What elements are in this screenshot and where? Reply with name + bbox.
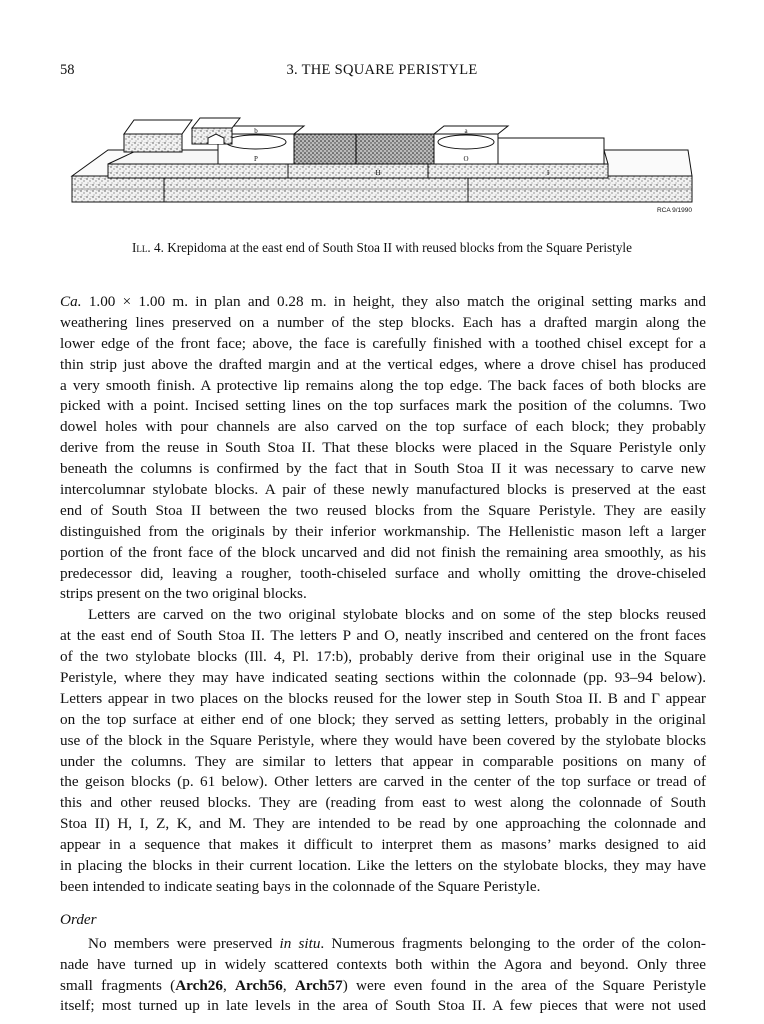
paragraph-line: of the two stylobate blocks (Ill. 4, Pl. 17:b), probably derive from their original use in the Square <box>60 648 706 666</box>
paragraph-line: derive from the reuse in South Stoa II. That these blocks were placed in the Square Peristyle only <box>60 439 706 457</box>
letter-I: I <box>546 169 550 177</box>
paragraph-line: use of the block in the Square Peristyle, where they would have been covered by the stylobate blocks <box>60 731 706 749</box>
paragraph-line: been intended to indicate seating bays in the colonnade of the Square Peristyle. <box>60 877 541 895</box>
paragraph-line: dowel holes with pour channels are also carved on the top surface of each block; they probably <box>60 418 706 436</box>
paragraph-line: on the top surface at either end of one block; they served as setting letters, probably in the original <box>60 710 706 728</box>
paragraph-line: small fragments (Arch26, Arch56, Arch57) were even found in the area of the Square Peristyle <box>60 976 707 994</box>
running-head: 3. THE SQUARE PERISTYLE <box>286 62 478 78</box>
paragraph-line: thin strip just above the drafted margin and at the vertical edges, where a drove chisel has produced <box>60 355 706 373</box>
paragraph-line: picked with a point. Incised setting lines on the top surfaces mark the position of the columns. Two <box>60 397 706 415</box>
paragraph-line: beneath the columns is confirmed by the fact that in South Stoa II it was necessary to carve new <box>60 460 706 478</box>
krepidoma-illustration <box>68 112 704 216</box>
paragraph-line: in placing the blocks in their current location. Like the letters on the stylobate blocks, they may have <box>60 857 706 875</box>
paragraph-line: Peristyle, where they may have indicated seating sections within the colonnade (pp. 93–94 below). <box>60 669 706 687</box>
reused-block-left <box>124 134 182 152</box>
letter-b: b <box>254 127 258 135</box>
letter-O: O <box>463 155 469 163</box>
letter-a: a <box>464 127 468 135</box>
paragraph-line: under the columns. They are similar to letters that appear in comparable positions on many of <box>60 752 706 770</box>
figure-caption <box>0 240 764 256</box>
catalog-ref: Arch56 <box>235 976 283 994</box>
paragraph-line: No members were preserved in situ. Numerous fragments belonging to the order of the colon- <box>88 934 706 952</box>
letter-P: P <box>254 155 258 163</box>
paragraph-line: predecessor did, leaving a rougher, tooth-chiseled surface and wholly omitting the drove-chiseled <box>60 564 706 582</box>
intercolumnar-block <box>294 134 434 164</box>
paragraph-line: at the east end of South Stoa II. The letters P and O, neatly inscribed and centered on the front faces <box>60 627 706 645</box>
paragraph-line: strips present on the two original blocks. <box>60 585 307 603</box>
paragraph-line: Letters are carved on the two original stylobate blocks and on some of the step blocks reused <box>88 606 706 624</box>
paragraph-line: the geison blocks (p. 61 below). Other letters are carved in the center of the top surface or tread of <box>60 773 706 791</box>
catalog-ref: Arch57 <box>294 976 343 994</box>
caption-text: Krepidoma at the east end of South Stoa II with reused blocks from the Square Peristyle <box>167 240 632 255</box>
paragraph-line: portion of the front face of the block uncarved and did not finish the remaining area smoothly, as his <box>60 543 706 561</box>
paragraph-line: appear in a sequence that makes it difficult to interpret them as masons’ marks designed to aid <box>60 836 706 854</box>
catalog-ref: Arch26 <box>175 976 223 994</box>
paragraph-line: nade have turned up in widely scattered contexts both within the Agora and beyond. Only three <box>60 955 706 973</box>
paragraph-line: Stoa II) H, I, Z, K, and M. They are intended to be read by one approaching the colonnade and <box>60 815 706 833</box>
paragraph-line: itself; most turned up in late levels in the area of South Stoa II. A few pieces that were not used <box>60 997 706 1015</box>
section-heading: Order <box>60 910 97 928</box>
paragraph-line: Ca. 1.00 × 1.00 m. in plan and 0.28 m. in height, they also match the original setting marks and <box>60 293 706 310</box>
artist-signature: RCA 9/1990 <box>656 207 692 214</box>
caption-label: Ill. 4. <box>132 240 164 255</box>
body-text <box>60 292 706 1017</box>
paragraph-line: Letters appear in two places on the blocks reused for the lower step in South Stoa II. B and Γ appear <box>60 689 706 707</box>
paragraph-line: a very smooth finish. A protective lip remains along the top edge. The back faces of both blocks are <box>60 376 706 394</box>
page-number: 58 <box>60 62 75 78</box>
paragraph-line: intercolumnar stylobate blocks. A pair of these newly manufactured blocks is preserved at the east <box>60 481 706 499</box>
paragraph-line: weathering lines preserved on a number of the step blocks. Each has a drafted margin along the <box>60 313 706 331</box>
paragraph-line: end of South Stoa II between the two reused blocks from the Square Peristyle. They are easily <box>60 501 706 519</box>
upper-step-face <box>108 164 608 178</box>
paragraph-line: this and other reused blocks. They are (reading from east to west along the colonnade of South <box>60 794 706 812</box>
paragraph-line: distinguished from the originals by their inferior workmanship. The Hellenistic mason left a larger <box>60 522 706 540</box>
paragraph-line: lower edge of the front face; above, the face is carefully finished with a toothed chisel except for a <box>60 334 706 352</box>
letter-H: H <box>375 169 381 177</box>
